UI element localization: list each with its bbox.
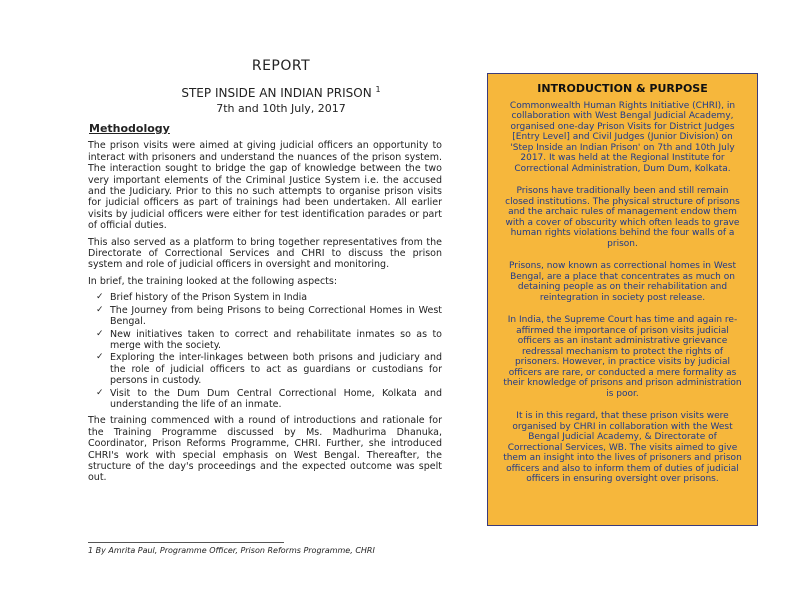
- aspects-list: [88, 292, 442, 410]
- report-header: [88, 58, 474, 116]
- checkmark-icon: ✓: [96, 292, 104, 303]
- introduction-title: INTRODUCTION & PURPOSE: [537, 82, 708, 95]
- list-item: [96, 387, 442, 411]
- introduction-paragraph: Commonwealth Human Rights Initiative (CHRI), in collaboration with West Bengal Judicial Academy, organised one-day Prison Visits for District Judges [Entry Level] and Civil Judges (Junior Division) on 'Step Inside an Indian Prison' on 7th and 10th July 2017. It was held at the Regional Institute for Correctional Administration, Dum Dum, Kolkata.: [509, 100, 736, 174]
- list-item: [96, 292, 442, 304]
- introduction-paragraph: Prisons have traditionally been and still remain closed institutions. The physical structure of prisons and the archaic rules of management endow them with a cover of obscurity which often leads to grave human rights violations behind the four walls of a prison.: [505, 186, 740, 249]
- methodology-heading: Methodology: [89, 122, 170, 135]
- methodology-paragraph: This also served as a platform to bring together representatives from the Directorate of Correctional Services and CHRI to discuss the prison system and role of judicial officers in oversight and monitoring.: [88, 236, 442, 271]
- introduction-paragraph: In India, the Supreme Court has time and again re-affirmed the importance of prison visits judicial officers as an instant administrative grievance redressal mechanism to protect the rights of prisoners. However, in practice visits by judicial officers are rare, or conducted a mere formality as their knowledge of prisons and prison administration is poor.: [503, 315, 742, 399]
- introduction-box: [487, 73, 758, 526]
- methodology-paragraph: In brief, the training looked at the following aspects:: [88, 275, 338, 287]
- introduction-paragraph: Prisons, now known as correctional homes in West Bengal, are a place that concentrates as much on detaining people as on their rehabilitation and reintegration in society post release.: [509, 261, 736, 303]
- footnote: 1 By Amrita Paul, Programme Officer, Prison Reforms Programme, CHRI: [88, 546, 375, 555]
- report-subtitle: [88, 83, 474, 100]
- list-item-text: The Journey from being Prisons to being Correctional Homes in West Bengal.: [110, 304, 442, 328]
- list-item-text: New initiatives taken to correct and rehabilitate inmates so as to merge with the society.: [110, 328, 442, 351]
- report-subtitle-text: STEP INSIDE AN INDIAN PRISON: [181, 86, 372, 100]
- report-dates: 7th and 10th July, 2017: [216, 102, 346, 115]
- introduction-paragraph: It is in this regard, that these prison visits were organised by CHRI in collaboration with the West Bengal Judicial Academy, & Directorate of Correctional Services, WB. The visits aimed to give them an insight into the lives of prisoners and prison officers and also to inform them of duties of judicial officers in ensuring oversight over prisons.: [503, 411, 742, 484]
- footnote-divider: [88, 542, 284, 543]
- list-item: [96, 304, 442, 328]
- checkmark-icon: ✓: [96, 304, 104, 315]
- list-item-text: Visit to the Dum Dum Central Correctional Home, Kolkata and understanding the life of an inmate.: [110, 387, 442, 410]
- methodology-paragraph: The training commenced with a round of introductions and rationale for the Training Programme discussed by Ms. Madhurima Dhanuka, Coordinator, Prison Reforms Programme, CHRI. Further, she introduced CHRI's work with special emphasis on West Bengal. Thereafter, the structure of the day's proceedings and the expected outcome was spelt out.: [88, 415, 442, 484]
- methodology-section: [88, 123, 442, 489]
- report-title: REPORT: [251, 58, 311, 74]
- list-item: [96, 352, 442, 387]
- methodology-paragraph: The prison visits were aimed at giving judicial officers an opportunity to interact with prisoners and understand the nuances of the prison system. The interaction sought to bridge the gap of knowledge between the two very important elements of the Criminal Justice System i.e. the accused and the Judiciary. Prior to this no such attempts to organise prison visits for judicial officers as part of trainings had been undertaken. All earlier visits by judicial officers were either for test identification parades or part of official duties.: [88, 140, 442, 232]
- list-item: [96, 328, 442, 352]
- checkmark-icon: ✓: [96, 352, 104, 363]
- list-item-text: Exploring the inter-linkages between both prisons and judiciary and the role of judicial officers to act as guardians or custodians for persons in custody.: [110, 352, 442, 387]
- checkmark-icon: ✓: [96, 387, 104, 398]
- checkmark-icon: ✓: [96, 328, 104, 339]
- list-item-text: Brief history of the Prison System in India: [110, 292, 308, 304]
- footnote-marker: 1: [375, 85, 381, 94]
